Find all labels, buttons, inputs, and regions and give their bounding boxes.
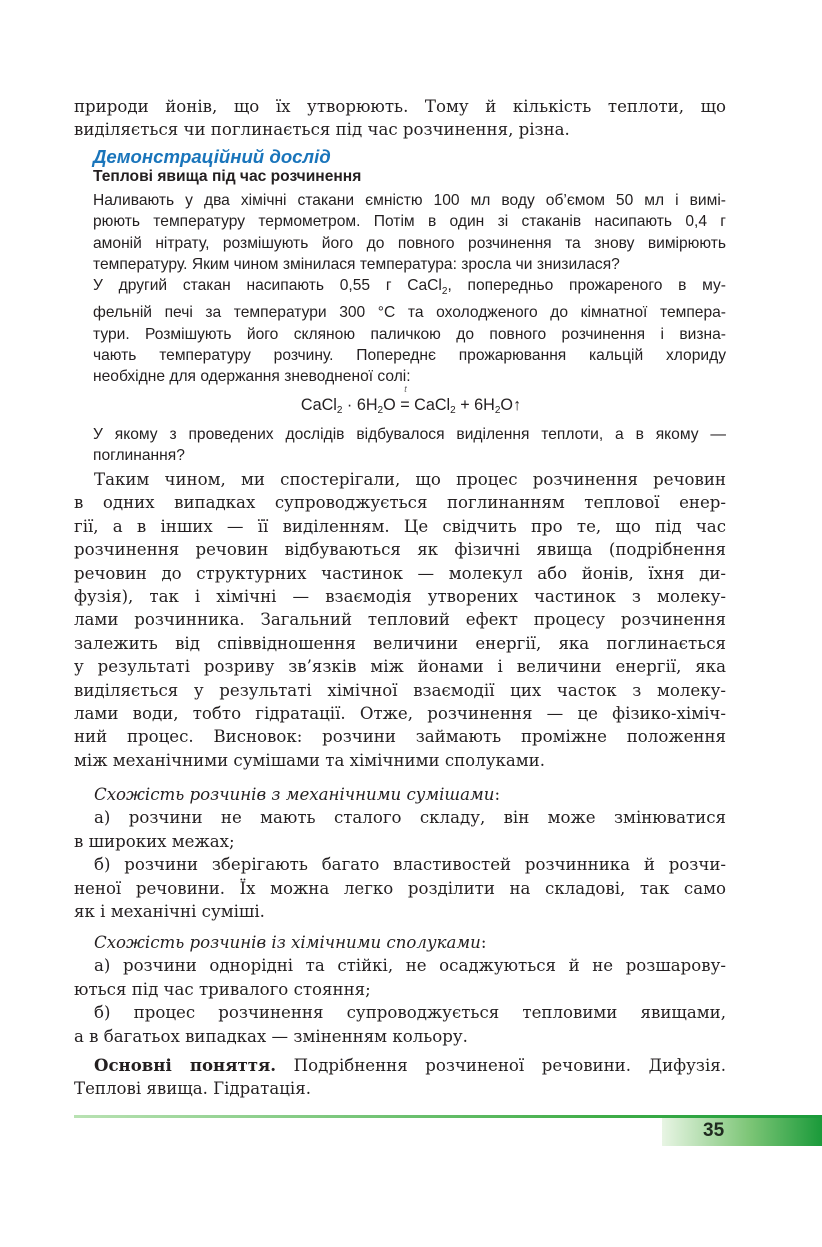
page-number: 35 [703,1120,725,1141]
text-line: У якому з проведених дослідів відбувалося виділення теплоти, а в якому — [93,426,726,443]
italic-heading: Схожість розчинів з механічними сумішами [94,785,495,804]
text-line: як і механічні суміші. [74,902,265,922]
eq-part: CaCl [409,396,451,414]
text-line: б) розчини зберігають багато властивостей розчинника й розчи- [94,855,726,875]
eq-sub: 2 [377,405,384,416]
section-heading [74,783,726,806]
intro-paragraph [74,95,726,142]
text-line: лами розчинника. Загальний тепловий ефект процесу розчинення [74,610,726,630]
text-line: а в багатьох випадках — зміненням кольору. [74,1026,468,1046]
subscript: 2 [441,286,448,298]
eq-part: · 6H [342,396,378,414]
text-line: рюють температуру термометром. Потім в один зі стаканів насипають 0,4 г [93,213,726,231]
concepts-text: Подрібнення розчиненої речовини. Дифузія. [276,1056,726,1075]
key-concepts [74,1054,726,1101]
text-line: тури. Розмішують його скляною паличкою до повного розчинення і визна- [93,325,726,343]
text-line: ний процес. Висновок: розчини займають проміжне положення [74,727,726,747]
text-line: у результаті розриву зв’язків між йонами і величини енергії, яка [74,657,726,677]
text-line [74,1054,726,1077]
colon: : [480,933,487,952]
text-line: лами води, тобто гідратації. Отже, розчинення — це фізико-хіміч- [74,704,726,724]
text-line: температуру. Яким чином змінилася температура: зросла чи знизилася? [93,255,620,273]
text-line: амоній нітрату, розмішують його до повного розчинення та знову вимірюють [93,234,726,252]
body-paragraph [74,468,726,772]
mechanical-section [74,783,726,923]
concepts-label: Основні поняття. [94,1055,277,1075]
text-line: а) розчини однорідні та стійкі, не осаджуються й не розшарову- [94,956,726,976]
italic-heading: Схожість розчинів із хімічними сполуками [94,933,481,952]
eq-sign [400,384,410,415]
demo-question [93,424,726,467]
eq-equals: = [400,396,410,414]
text-line: залежить від співвідношення величини енергії, яка поглинається [74,633,726,653]
text-part: У другий стакан насипають 0,55 г CaCl [93,277,442,294]
demo-paragraph-2 [93,275,726,388]
text-line: а) розчини не мають сталого складу, він може змінюватися [94,808,726,828]
text-line: в одних випадках супроводжується поглинанням теплової енер- [74,493,726,513]
eq-part: CaCl [300,396,337,414]
chemical-equation [0,384,822,416]
text-line: фузія), так і хімічні — взаємодія утворених частинок з молеку- [74,587,726,607]
text-line: природи йонів, що їх утворюють. Тому й кількість теплоти, що [74,97,726,116]
page-number-tab [662,1118,822,1146]
eq-condition: t [404,384,407,394]
text-line: між механічними сумішами та хімічними сполуками. [74,750,545,770]
text-line: гії, а в інших — її виділенням. Це свідчить про те, що під час [74,516,726,536]
text-line: речовин до структурних частинок — молекул або йонів, їхня ди- [74,563,726,583]
text-line: Наливають у два хімічні стакани ємністю 100 мл воду об’ємом 50 мл і вимі- [93,192,726,209]
text-line: в широких межах; [74,831,235,851]
eq-sub: 2 [494,405,501,416]
text-line: поглинання? [93,447,185,465]
text-line: ються під час тривалого стояння; [74,979,371,999]
text-line: фельній печі за температури 300 °C та охолодженого до кімнатної темпера- [93,304,726,322]
eq-part: O [383,396,401,414]
chemical-section [74,931,726,1048]
text-part: , попередньо прожареного в му- [447,277,726,294]
eq-part: O [500,396,514,414]
text-line: Таким чином, ми спостерігали, що процес розчинення речовин [94,470,726,489]
text-line: виділяється чи поглинається під час розчинення, різна. [74,120,570,140]
text-line: неної речовини. Їх можна легко розділити на складові, так само [74,878,726,898]
text-line: б) процес розчинення супроводжується тепловими явищами, [94,1003,726,1023]
demo-subtitle: Теплові явища під час розчинення [93,168,362,185]
text-line [93,275,726,302]
eq-part: + 6H [455,396,495,414]
gas-arrow-icon: ↑ [513,396,522,414]
text-line: чають температуру розчину. Попереднє прожарювання кальцій хлориду [93,347,726,364]
demo-paragraph-1 [93,190,726,275]
colon: : [494,785,501,804]
demo-title: Демонстраційний дослід [93,146,331,167]
text-line: розчинення речовин відбуваються як фізичні явища (подрібнення [74,540,726,560]
text-line: необхідне для одержання зневодненої солі: [93,368,411,386]
eq-sub: 2 [450,405,456,416]
eq-sub: 2 [336,405,343,416]
section-heading [74,931,726,954]
text-line: виділяється у результаті хімічної взаємодії цих часток з молеку- [74,680,726,700]
text-line: Теплові явища. Гідратація. [74,1079,311,1099]
